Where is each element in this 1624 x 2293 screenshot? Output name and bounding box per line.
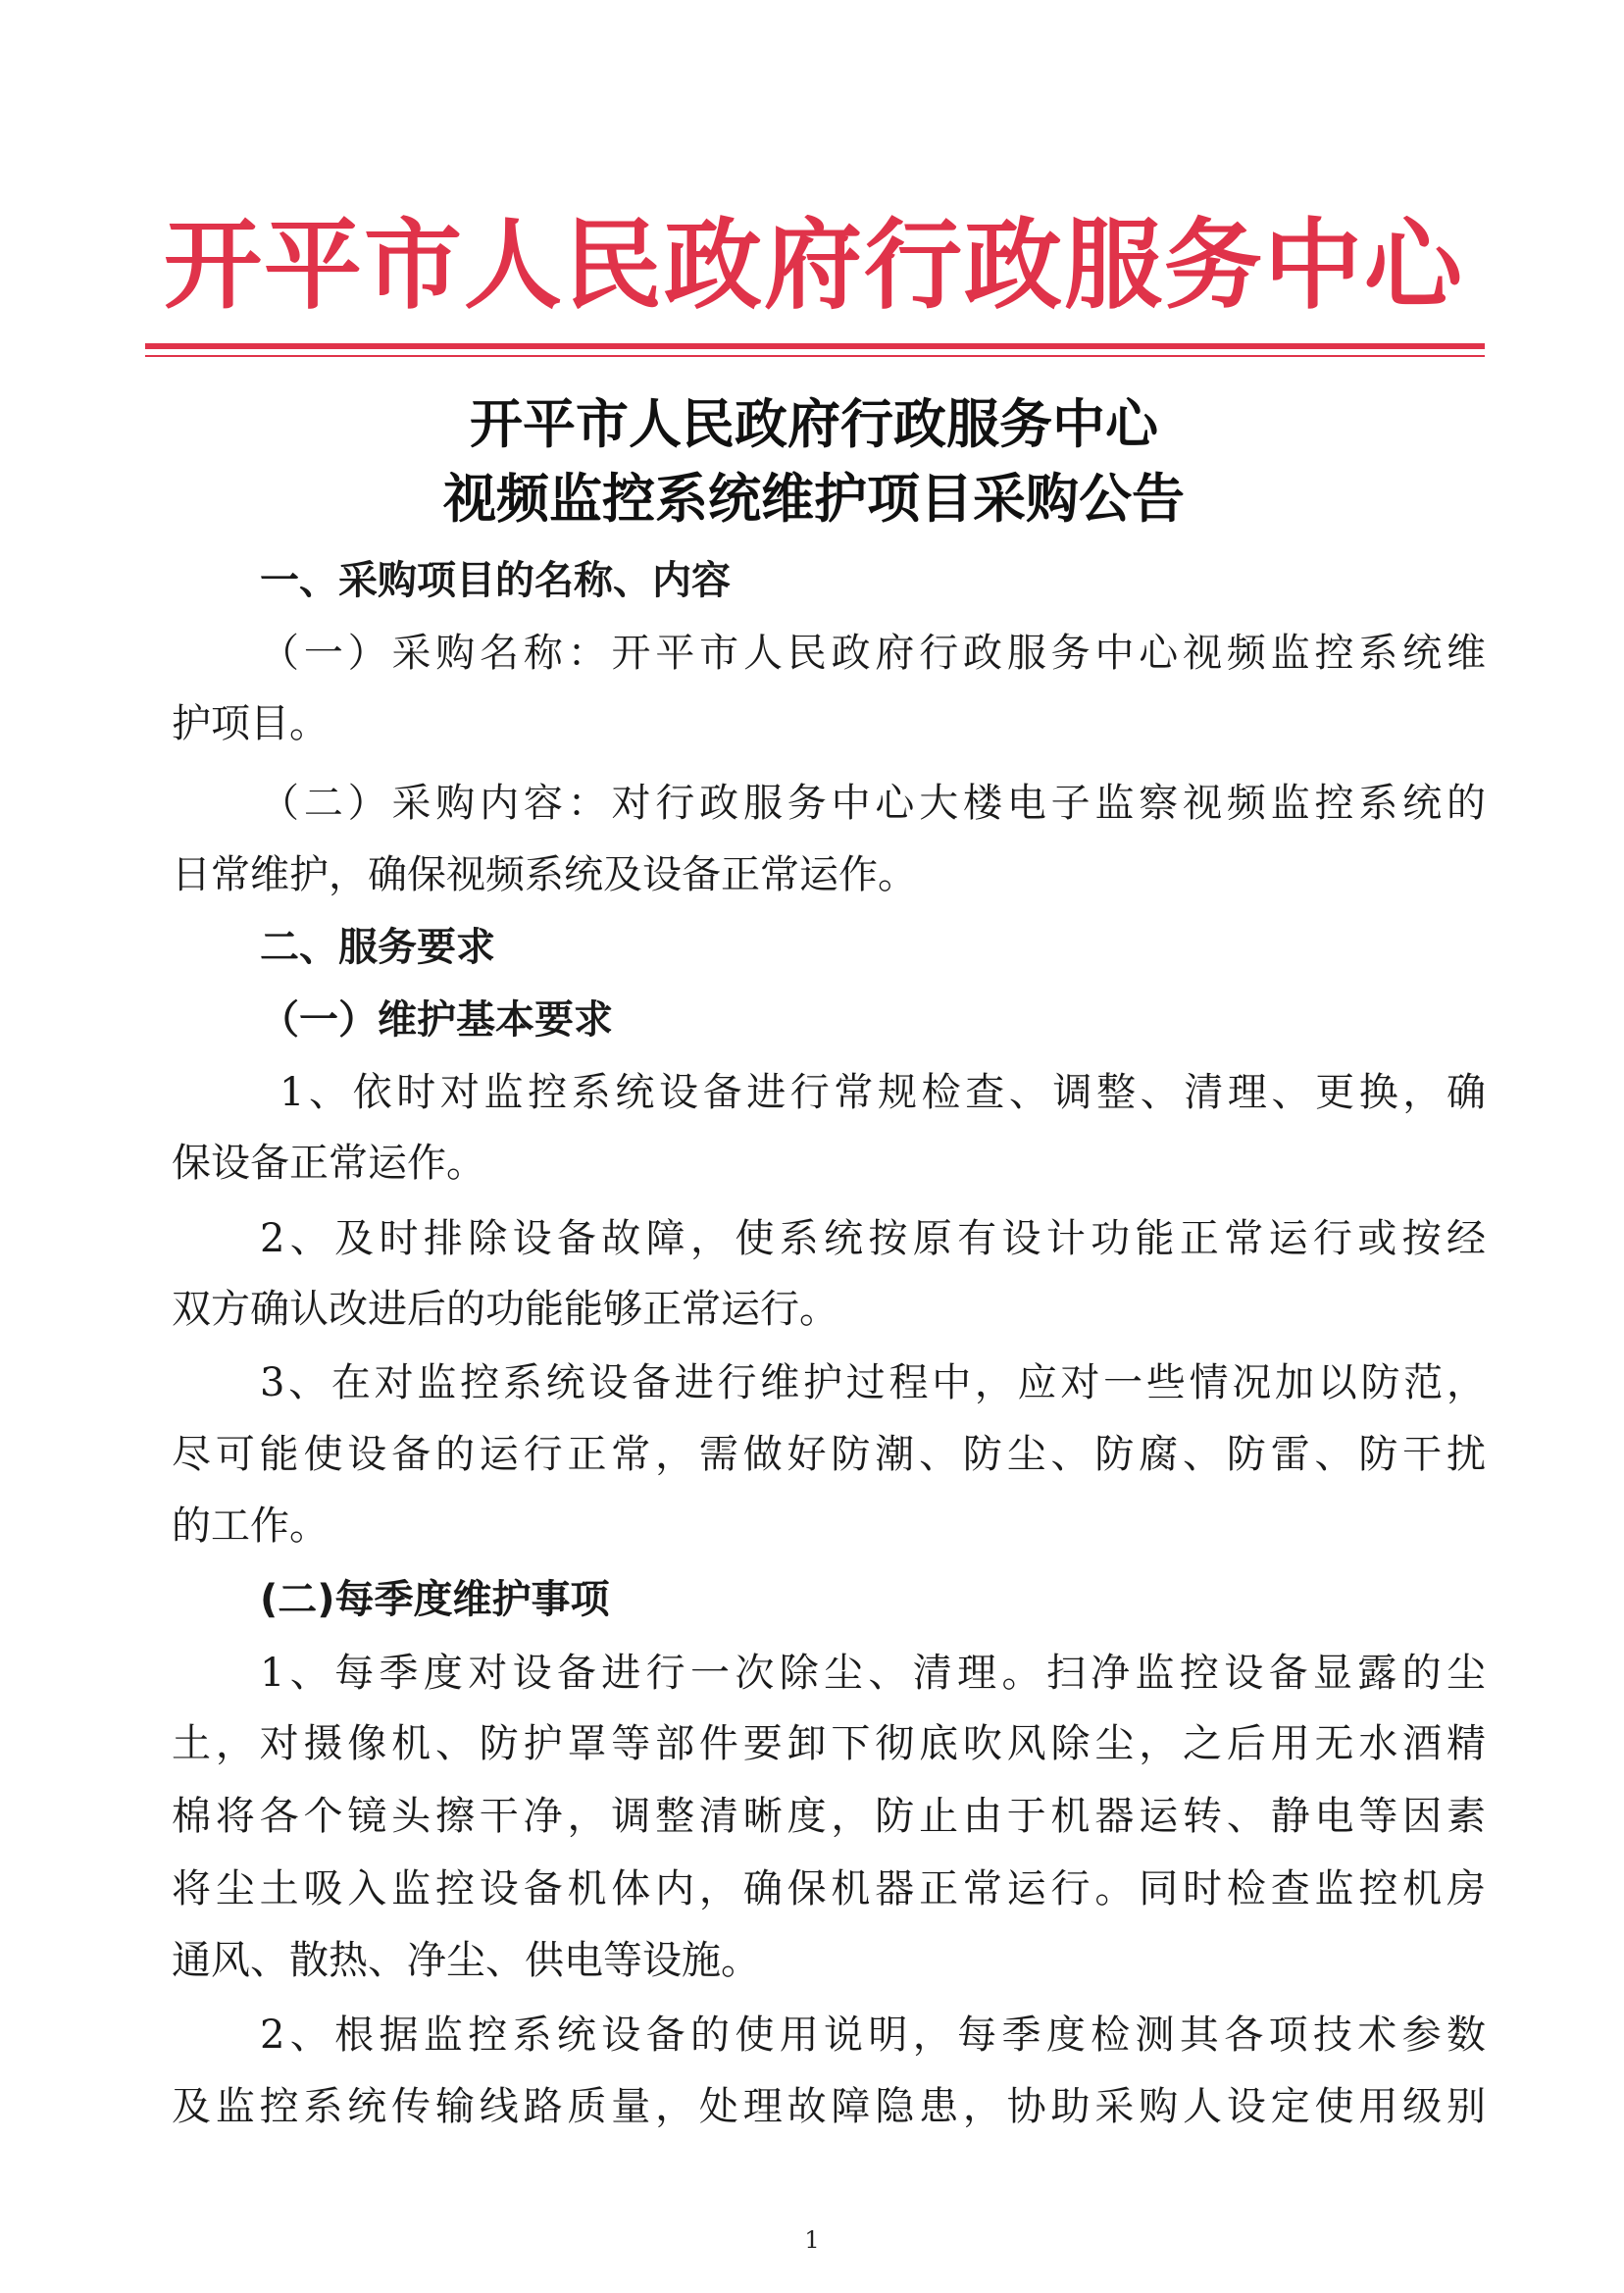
paragraph-line: 的工作。 (172, 1503, 329, 1549)
paragraph-line: 2、根据监控系统设备的使用说明，每季度检测其各项技术参数 (260, 2013, 1486, 2058)
section-heading-1: 一、采购项目的名称、内容 (260, 558, 731, 603)
paragraph-line: 通风、散热、净尘、供电等设施。 (172, 1938, 760, 1983)
paragraph-line: 将尘土吸入监控设备机体内，确保机器正常运行。同时检查监控机房 (172, 1866, 1486, 1911)
paragraph-line: 1、依时对监控系统设备进行常规检查、调整、清理、更换，确 (279, 1070, 1486, 1115)
paragraph-line: 2、及时排除设备故障，使系统按原有设计功能正常运行或按经 (260, 1216, 1486, 1261)
subsection-heading-1: （一）维护基本要求 (260, 997, 613, 1043)
page-number: 1 (804, 2226, 820, 2254)
paragraph-line: （二）采购内容：对行政服务中心大楼电子监察视频监控系统的 (260, 781, 1486, 826)
paragraph-line: 土，对摄像机、防护罩等部件要卸下彻底吹风除尘，之后用无水酒精 (172, 1721, 1486, 1766)
subsection-heading-2: (二)每季度维护事项 (260, 1577, 610, 1622)
paragraph-line: 保设备正常运作。 (172, 1141, 485, 1186)
paragraph-line: 双方确认改进后的功能能够正常运行。 (172, 1287, 838, 1332)
section-heading-2: 二、服务要求 (260, 925, 495, 970)
paragraph-line: 棉将各个镜头擦干净，调整清晰度，防止由于机器运转、静电等因素 (172, 1794, 1486, 1839)
paragraph-line: 3、在对监控系统设备进行维护过程中，应对一些情况加以防范， (260, 1360, 1486, 1405)
document-title-line-1: 开平市人民政府行政服务中心 (470, 393, 1158, 455)
document-title-line-2: 视频监控系统维护项目采购公告 (443, 468, 1185, 530)
paragraph-line: （一）采购名称：开平市人民政府行政服务中心视频监控系统维 (260, 631, 1486, 676)
paragraph-line: 护项目。 (172, 701, 329, 746)
letterhead-title: 开平市人民政府行政服务中心 (164, 207, 1464, 323)
letterhead-rule-thin (145, 355, 1485, 357)
letterhead-rule-thick (145, 343, 1485, 349)
paragraph-line: 及监控系统传输线路质量，处理故障隐患，协助采购人设定使用级别 (172, 2084, 1486, 2129)
paragraph-line: 日常维护，确保视频系统及设备正常运作。 (172, 852, 917, 897)
paragraph-line: 尽可能使设备的运行正常，需做好防潮、防尘、防腐、防雷、防干扰 (172, 1432, 1486, 1477)
paragraph-line: 1、每季度对设备进行一次除尘、清理。扫净监控设备显露的尘 (260, 1651, 1486, 1696)
